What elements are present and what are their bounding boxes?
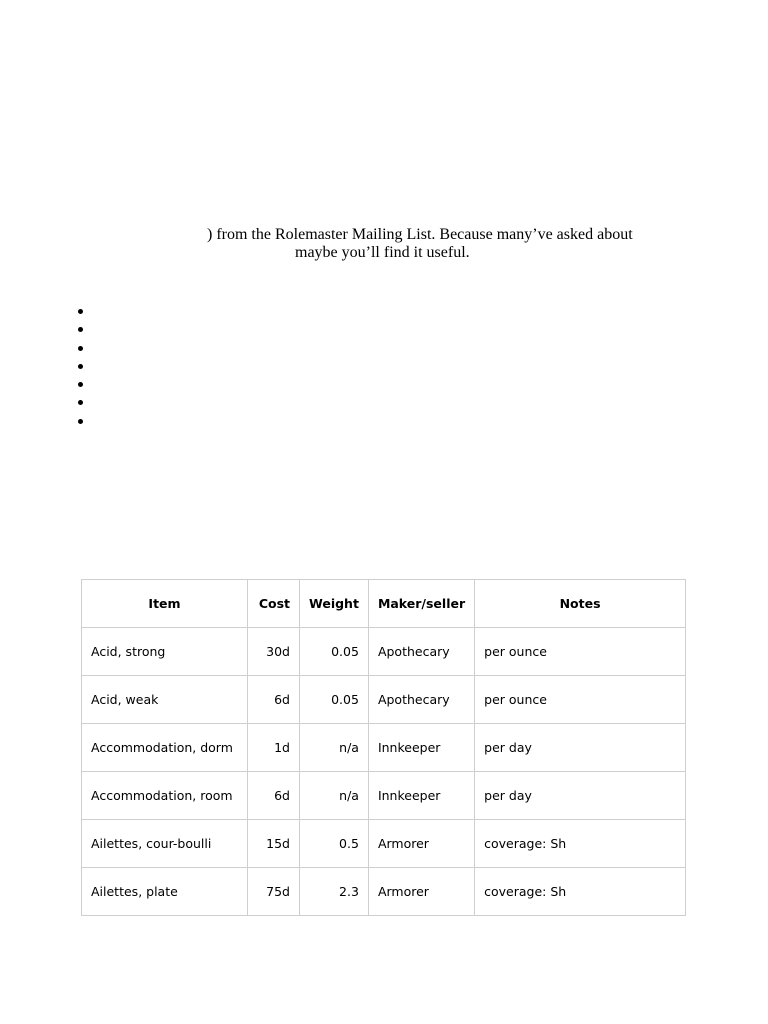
cell-item: Accommodation, room [82,772,248,820]
bullet-dot-icon [78,382,83,387]
cell-item: Acid, strong [82,628,248,676]
cell-weight: 0.05 [300,676,369,724]
cell-cost: 6d [248,676,300,724]
cell-notes: per ounce [475,676,686,724]
price-table [81,579,686,916]
cell-cost: 75d [248,868,300,916]
table-row [82,724,686,772]
bullet-dot-icon [78,327,83,332]
table-row [82,772,686,820]
cell-weight: n/a [300,772,369,820]
cell-maker-seller: Apothecary [368,676,474,724]
cell-maker-seller: Armorer [368,868,474,916]
cell-weight: 0.5 [300,820,369,868]
table-row [82,820,686,868]
cell-item: Accommodation, dorm [82,724,248,772]
bullet-dot-icon [78,309,83,314]
cell-cost: 15d [248,820,300,868]
column-header-weight: Weight [300,580,369,628]
cell-notes: per day [475,724,686,772]
table-row [82,868,686,916]
table-row [82,628,686,676]
bullet-dot-icon [78,419,83,424]
cell-item: Ailettes, cour-boulli [82,820,248,868]
bullet-dot-icon [78,346,83,351]
cell-maker-seller: Armorer [368,820,474,868]
cell-item: Ailettes, plate [82,868,248,916]
bullet-dot-icon [78,400,83,405]
cell-notes: per ounce [475,628,686,676]
cell-weight: 0.05 [300,628,369,676]
cell-maker-seller: Innkeeper [368,772,474,820]
cell-cost: 1d [248,724,300,772]
intro-text-line-1: ) from the Rolemaster Mailing List. Because many’ve asked about [207,226,633,243]
bullet-dot-icon [78,364,83,369]
table-header-row [82,580,686,628]
cell-notes: coverage: Sh [475,868,686,916]
cell-cost: 30d [248,628,300,676]
cell-notes: coverage: Sh [475,820,686,868]
column-header-maker-seller: Maker/seller [368,580,474,628]
column-header-item: Item [82,580,248,628]
column-header-cost: Cost [248,580,300,628]
cell-item: Acid, weak [82,676,248,724]
cell-maker-seller: Innkeeper [368,724,474,772]
cell-maker-seller: Apothecary [368,628,474,676]
cell-notes: per day [475,772,686,820]
cell-weight: n/a [300,724,369,772]
table-row [82,676,686,724]
cell-weight: 2.3 [300,868,369,916]
cell-cost: 6d [248,772,300,820]
column-header-notes: Notes [475,580,686,628]
intro-text-line-2: maybe you’ll find it useful. [295,244,470,261]
